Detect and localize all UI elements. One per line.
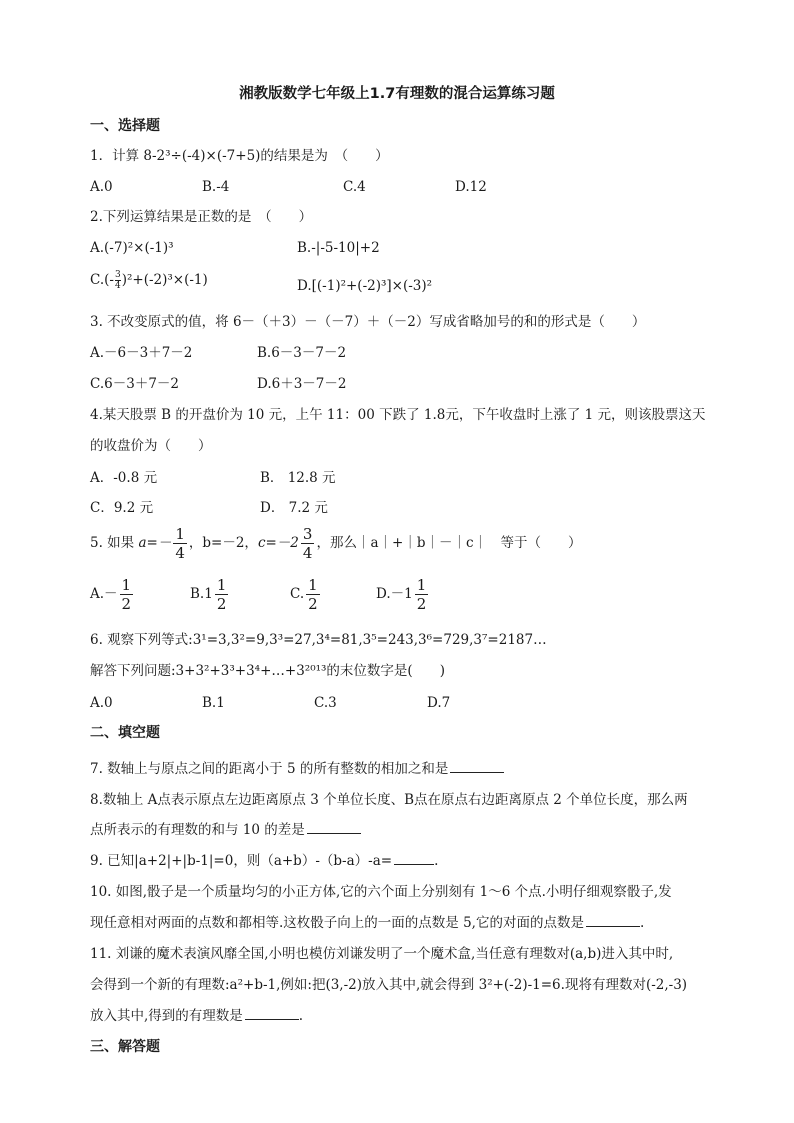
question-2-option-c (90, 270, 208, 291)
question-4-stem-line2: 的收盘价为（ ） (90, 438, 212, 454)
option-c-suffix: )²+(-2)³×(-1) (121, 272, 208, 288)
question-5-option-b (190, 575, 230, 613)
question-11-line3 (90, 1007, 303, 1025)
question-10-line1: 10. 如图,骰子是一个质量均匀的小正方体,它的六个面上分别刻有 1～6 个点.小明仔细观察骰子,发 (90, 884, 672, 900)
variable-b: ，b=－2， (188, 535, 258, 551)
question-6-option-b: B.1 (202, 695, 225, 711)
fraction-one-half (415, 576, 429, 613)
fraction-one-half (215, 576, 229, 613)
question-11-end: . (298, 1008, 304, 1024)
question-1-option-a: A.0 (90, 179, 113, 195)
question-6-option-c: C.3 (314, 695, 337, 711)
fraction-denominator: 4 (114, 281, 121, 291)
fraction-numerator: 3 (114, 270, 121, 280)
fraction-numerator: 1 (416, 576, 427, 594)
question-10-line2 (90, 914, 644, 932)
question-1-option-d: D.12 (455, 179, 487, 195)
question-7-stem: 7. 数轴上与原点之间的距离小于 5 的所有整数的相加之和是 (90, 761, 449, 777)
question-8-line1: 8.数轴上 A点表示原点左边距离原点 3 个单位长度、B点在原点右边距离原点 2 个单位长度，那么两 (90, 792, 688, 808)
fraction-denominator: 2 (121, 595, 132, 613)
question-5-stem (90, 524, 582, 562)
question-3-option-a: A.－6－3＋7－2 (90, 345, 193, 361)
question-10-end: . (639, 915, 645, 931)
question-6-option-d: D.7 (427, 695, 451, 711)
fraction-denominator: 2 (416, 595, 427, 613)
section-heading-choice: 一、选择题 (90, 118, 160, 134)
question-6-stem-line2: 解答下列问题:3+3²+3³+3⁴+…+3²⁰¹³的末位数字是( ) (90, 663, 445, 679)
question-1-option-c: C.4 (343, 179, 366, 195)
variable-a: a=－ (138, 535, 172, 551)
question-4-stem-line1: 4.某天股票 B 的开盘价为 10 元，上午 11：00 下跌了 1.8元，下午收盘时上涨了 1 元，则该股票这天 (90, 407, 706, 423)
question-10-line2-text: 现任意相对两面的点数和都相等.这枚骰子向上的一面的点数是 5,它的对面的点数是 (90, 915, 584, 931)
option-label: D.－1 (376, 586, 413, 602)
question-9-end: . (434, 853, 439, 869)
question-7 (90, 760, 504, 778)
fraction-numerator: 1 (121, 576, 132, 594)
fraction-denominator: 4 (175, 544, 185, 562)
question-5-suffix: ，那么｜a｜+｜b｜－｜c｜ 等于（ ） (316, 535, 582, 551)
answer-blank (450, 760, 504, 773)
question-9-stem: 9. 已知|a+2|+|b-1|=0，则（a+b）-（b-a）-a= (90, 853, 393, 869)
fraction-denominator: 4 (302, 544, 313, 562)
question-2-option-d: D.[(-1)²+(-2)³]×(-3)² (297, 278, 433, 294)
section-heading-solve: 三、解答题 (90, 1039, 160, 1055)
fraction-numerator: 1 (175, 525, 185, 543)
question-4-option-a: A．-0.8 元 (90, 470, 158, 486)
option-label: C. (290, 586, 305, 602)
question-5-option-a (90, 575, 135, 613)
fraction-one-half (306, 576, 320, 613)
question-3-stem: 3. 不改变原式的值，将 6－（＋3）－（－7）＋（－2）写成省略加号的和的形式是（ ） (90, 314, 646, 330)
fraction-three-quarters (301, 525, 315, 562)
fraction-three-quarters (115, 270, 121, 291)
question-5-prefix: 5. 如果 (90, 535, 135, 551)
question-8-line2-text: 点所表示的有理数的和与 10 的差是 (90, 822, 305, 838)
answer-blank (245, 1007, 299, 1020)
fraction-denominator: 2 (216, 595, 227, 613)
question-4-option-d: D． 7.2 元 (260, 500, 328, 516)
option-label: A.－ (90, 586, 118, 602)
question-8-line2 (90, 821, 361, 839)
fraction-numerator: 3 (302, 525, 313, 543)
question-5-option-c (290, 575, 322, 613)
question-4-option-b: B． 12.8 元 (260, 470, 336, 486)
fraction-numerator: 1 (216, 576, 227, 594)
question-4-option-c: C．9.2 元 (90, 500, 154, 516)
question-6-stem-line1: 6. 观察下列等式:3¹=3,3²=9,3³=27,3⁴=81,3⁵=243,3⁶=729,3⁷=2187… (90, 632, 547, 648)
fraction-denominator: 2 (308, 595, 318, 613)
question-3-option-b: B.6－3－7－2 (257, 345, 347, 361)
answer-blank (307, 821, 361, 834)
fraction-numerator: 1 (308, 576, 318, 594)
question-11-line3-text: 放入其中,得到的有理数是 (90, 1008, 243, 1024)
fraction-one-half (120, 576, 134, 613)
option-c-prefix: C.(- (90, 272, 114, 288)
question-2-option-a: A.(-7)²×(-1)³ (90, 240, 174, 256)
question-11-line1: 11. 刘谦的魔术表演风靡全国,小明也模仿刘谦发明了一个魔术盒,当任意有理数对(a,b)进入其中时, (90, 946, 674, 962)
question-3-option-d: D.6＋3－7－2 (257, 376, 347, 392)
option-label: B.1 (190, 586, 213, 602)
question-1-stem: 1．计算 8-2³÷(-4)×(-7+5)的结果是为 （ ） (90, 148, 389, 164)
question-6-option-a: A.0 (90, 695, 113, 711)
question-2-option-b: B.-|-5-10|+2 (297, 240, 380, 256)
question-9 (90, 852, 438, 870)
question-2-stem: 2.下列运算结果是正数的是 （ ） (90, 209, 313, 225)
question-3-option-c: C.6－3＋7－2 (90, 376, 179, 392)
question-1-option-b: B.-4 (202, 179, 230, 195)
answer-blank (394, 852, 434, 865)
question-5-option-d (376, 575, 430, 613)
fraction-one-quarter (173, 525, 187, 562)
question-11-line2: 会得到一个新的有理数:a²+b-1,例如:把(3,-2)放入其中,就会得到 3²+(-2)-1=6.现将有理数对(-2,-3) (90, 977, 688, 993)
answer-blank (586, 914, 640, 927)
section-heading-fill-blank: 二、填空题 (90, 725, 160, 741)
document-title: 湘教版数学七年级上1.7有理数的混合运算练习题 (239, 86, 555, 102)
variable-c: c=－2 (257, 535, 299, 551)
